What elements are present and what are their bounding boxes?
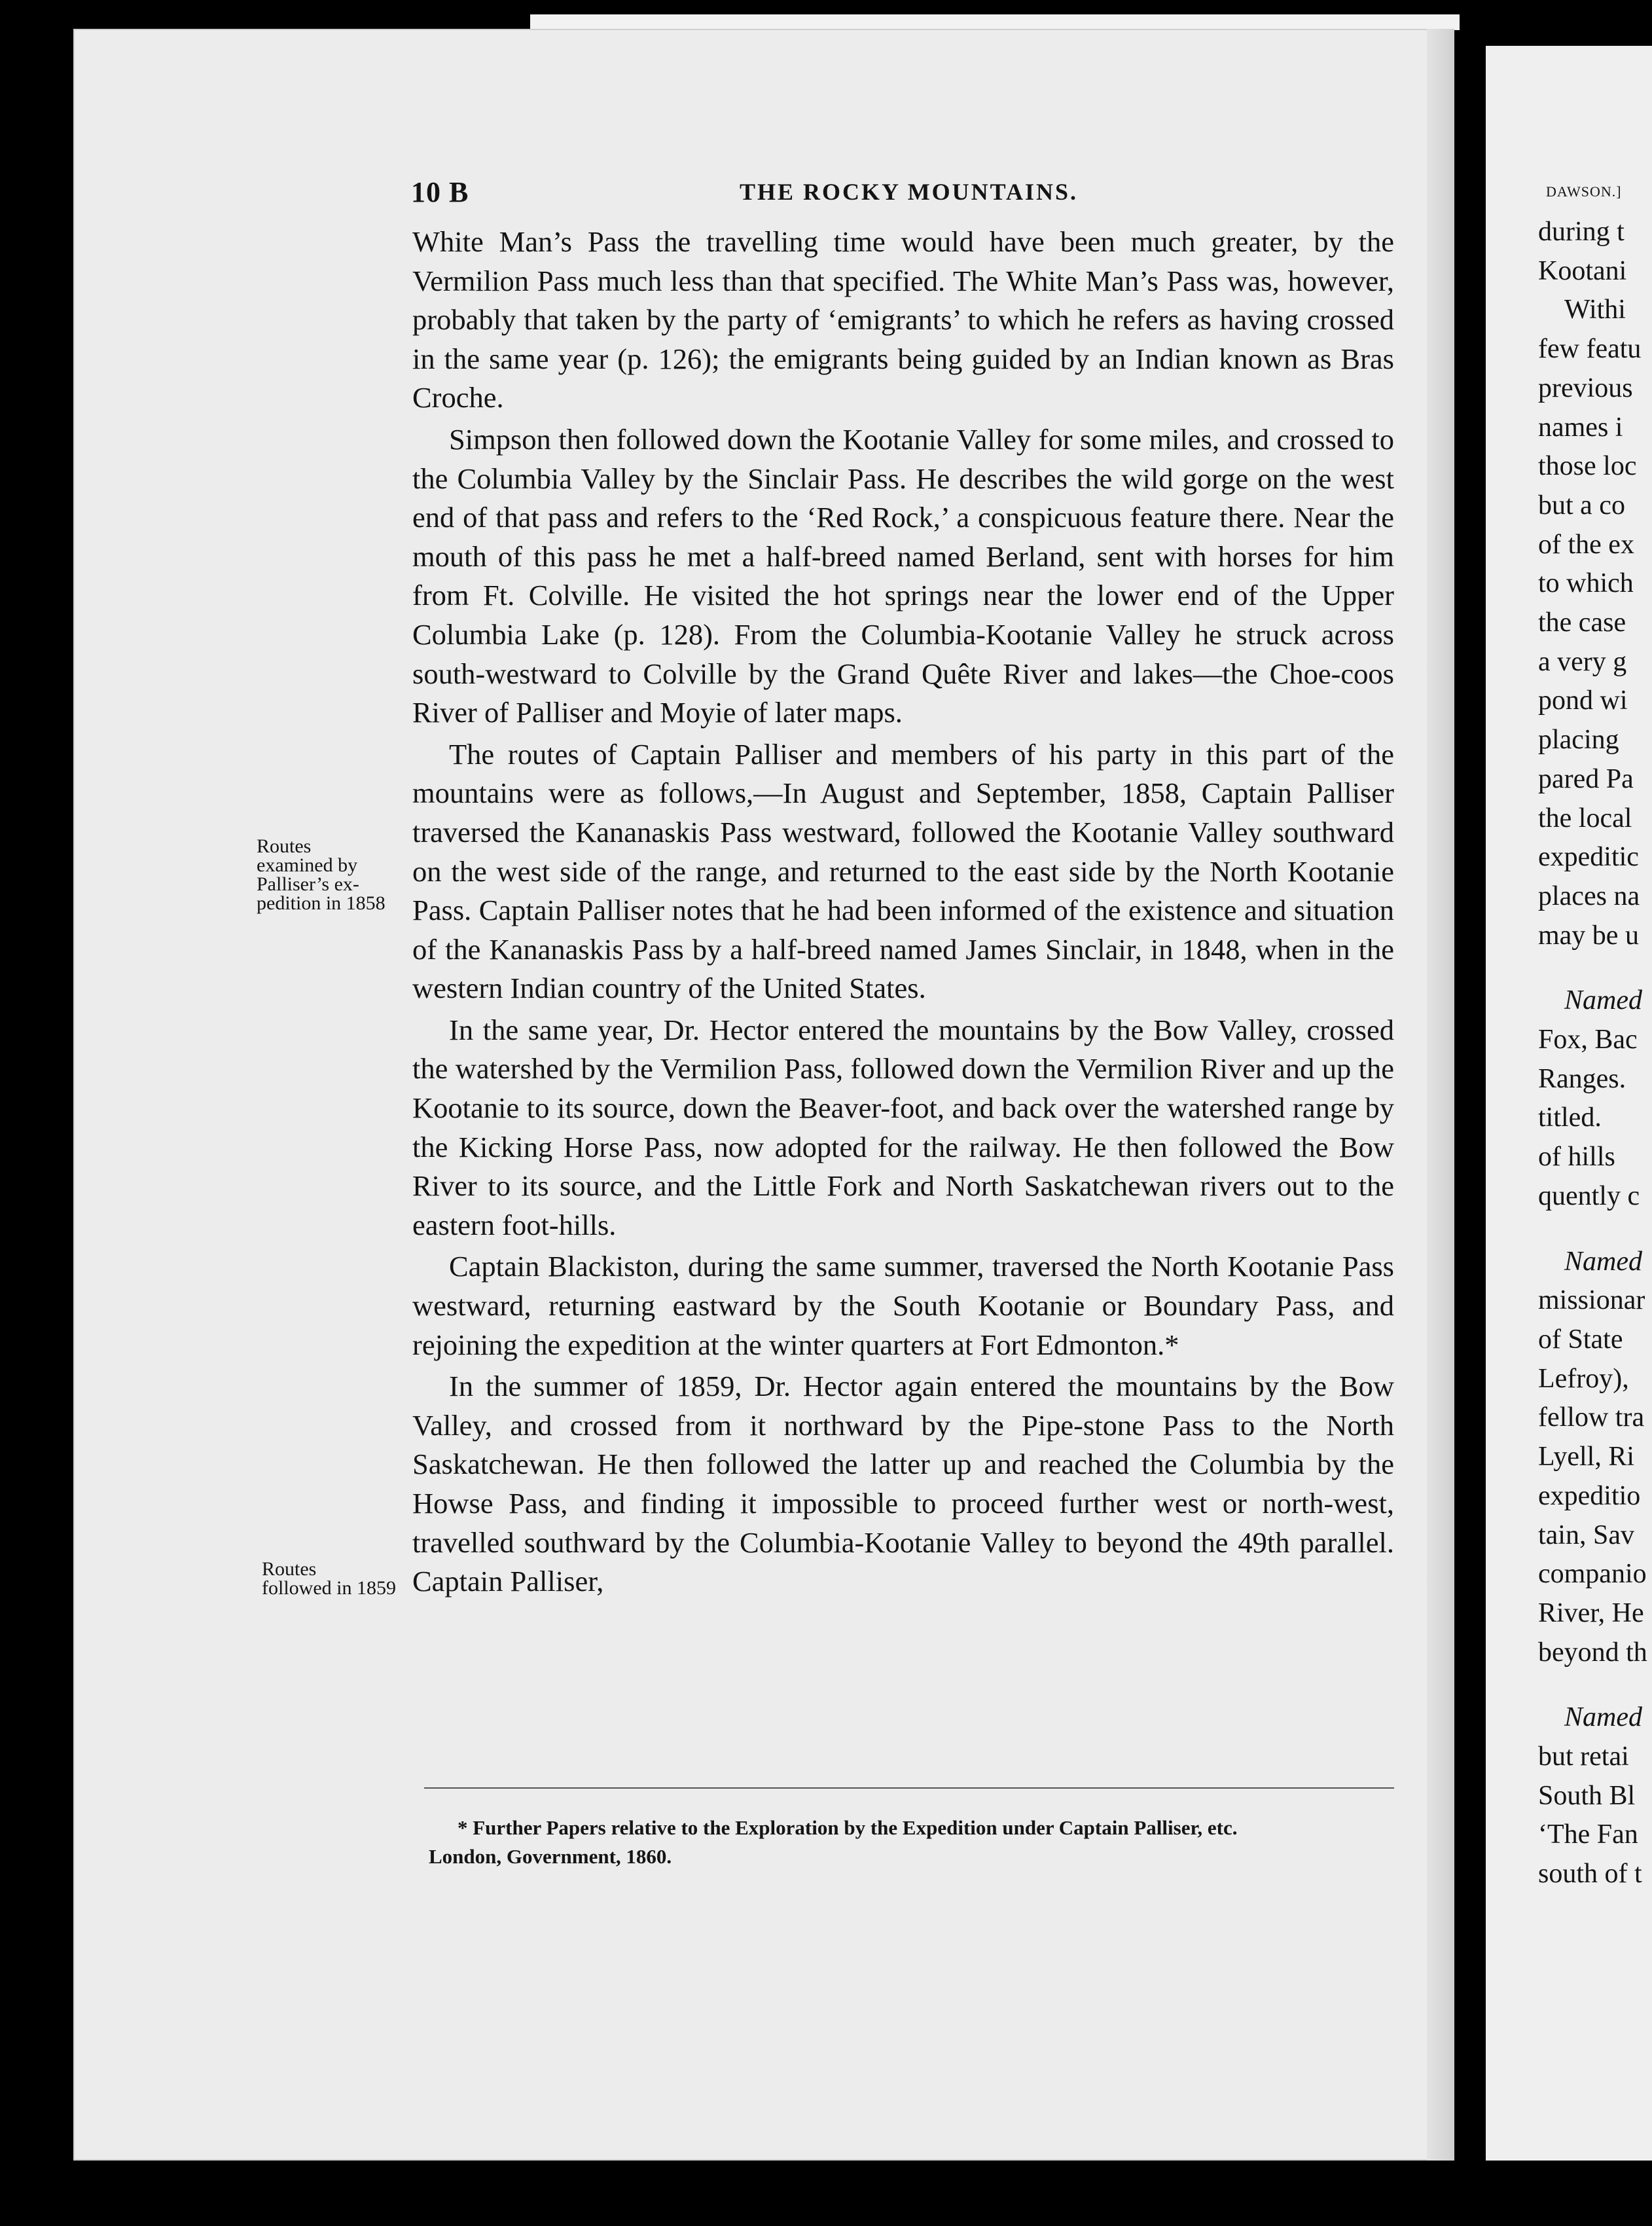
paragraph-3: The routes of Captain Palliser and members of his party in this part of the mountains were as follows,—In August and September, 1858, Captain Palliser traversed the Kananaskis Pass westward, followed the Kootanie Valley southward on the west side of the range, and returned to the east side by the North Kootanie Pass. Captain Palliser notes that he had been informed of the existence and situation of the Kananaskis Pass by a half-breed named James Sinclair, in 1848, when in the western Indian country of the United States. [412,737,1394,1005]
right-line: a very g [1538,646,1627,677]
right-line: names i [1538,412,1623,443]
right-line: pond wi [1538,685,1628,716]
right-line: but a co [1538,490,1625,520]
right-line: River, He [1538,1597,1644,1628]
right-line: of State [1538,1324,1623,1355]
right-line: Kootani [1538,255,1627,286]
right-line-gap [1538,1672,1647,1698]
right-line: tain, Sav [1538,1520,1634,1550]
margin-note-line: examined by [257,854,358,876]
paragraph-6: In the summer of 1859, Dr. Hector again entered the mountains by the Bow Valley, and crossed from it northward by the Pipe-stone Pass to the North Saskatchewan. He then followed the latter up and reached the Columbia by the Howse Pass, and finding it impossible to proceed further west or north-west, travelled southward by the Columbia-Kootanie Valley to beyond the 49th parallel. Captain Palliser, [412,1370,1394,1598]
right-page-fragment [1486,46,1652,2180]
right-line: Lefroy), [1538,1363,1629,1394]
right-line: the local [1538,803,1632,833]
margin-note-1858 [257,837,427,913]
right-line: Ranges. [1538,1063,1626,1094]
right-line: titled. [1538,1103,1602,1133]
right-line: the case [1538,608,1626,638]
right-line: Lyell, Ri [1538,1442,1634,1472]
right-line: of the ex [1538,529,1634,560]
margin-note-1859 [262,1560,432,1597]
right-page-header: DAWSON.] [1546,183,1622,200]
right-line [1538,981,1647,1021]
right-line-italic: Named [1564,985,1642,1016]
right-line: missionar [1538,1285,1645,1316]
right-line: companio [1538,1559,1647,1590]
right-line: beyond th [1538,1637,1647,1668]
right-page-lines [1538,213,1647,1894]
main-text-column [412,223,1394,1601]
right-line: may be u [1538,920,1639,951]
running-title: THE ROCKY MOUNTAINS. [740,179,1079,205]
right-line: to which [1538,568,1634,599]
margin-note-line: Routes [257,835,312,857]
right-line-italic: Named [1564,1702,1642,1733]
paragraph-1: White Man’s Pass the travelling time would have been much greater, by the Vermilion Pass much less than that specified. The White Man’s Pass was, however, probably that taken by the party of ‘emigrants’ to which he refers as having crossed in the same year (p. 126); the emigrants being guided by an Indian known as Bras Croche. [412,225,1394,414]
paragraph-5: Captain Blackiston, during the same summer, traversed the North Kootanie Pass westward, returning eastward by the South Kootanie or Boundary Pass, and rejoining the expedition at the winter quarters at Fort Edmonton.* [412,1250,1394,1361]
right-line-gap [1538,955,1647,981]
footnote [429,1814,1394,1871]
footnote-line-2: London, Government, 1860. [429,1845,672,1868]
right-line: during t [1538,217,1625,247]
margin-note-line: Palliser’s ex- [257,873,359,895]
margin-note-line: pedition in 1858 [257,892,386,914]
right-line: quently c [1538,1180,1640,1211]
right-line-gap [1538,1216,1647,1243]
right-line: Fox, Bac [1538,1025,1638,1055]
right-line: placing [1538,725,1619,756]
right-line: pared Pa [1538,763,1634,794]
right-line: previous [1538,373,1633,403]
right-line: places na [1538,881,1640,911]
page-number: 10 B [411,176,469,208]
right-line: south of t [1538,1859,1642,1889]
right-line: few featu [1538,334,1642,365]
right-line: but retai [1538,1742,1629,1772]
footnote-line-1: * Further Papers relative to the Exploration by the Expedition under Captain Palliser, etc. [458,1816,1238,1839]
right-line [1538,1243,1647,1282]
scanner-bottom-band [0,2161,1652,2226]
margin-note-line: followed in 1859 [262,1577,396,1599]
paragraph-2: Simpson then followed down the Kootanie Valley for some miles, and crossed to the Columbia Valley by the Sinclair Pass. He describes the wild gorge on the west end of that pass and refers to the ‘Red Rock,’ a conspicuous feature there. Near the mouth of this pass he met a half-breed named Berland, sent with horses for him from Ft. Colville. He visited the hot springs near the lower end of the Upper Columbia Lake (p. 128). From the Columbia-Kootanie Valley he struck across south-westward to Colville by the Grand Quête River and lakes—the Choe-coos River of Palliser and Moyie of later maps. [412,422,1394,729]
right-line: Withi [1564,295,1626,325]
margin-note-line: Routes [262,1558,317,1580]
footnote-rule [424,1787,1394,1789]
right-line: ‘The Fan [1538,1819,1638,1850]
right-line: expeditic [1538,842,1639,873]
scanner-top-band [530,14,1460,30]
right-line-italic: Named [1564,1246,1642,1277]
left-page-edge [1427,29,1454,2161]
right-line: expeditio [1538,1480,1641,1511]
paragraph-4: In the same year, Dr. Hector entered the mountains by the Bow Valley, crossed the watershed by the Vermilion Pass, followed down the Vermilion River and up the Kootanie to its source, down the Beaver-foot, and back over the watershed range by the Kicking Horse Pass, now adopted for the railway. He then followed the Bow River to its source, and the Little Fork and North Saskatchewan rivers out to the eastern foot-hills. [412,1013,1394,1241]
right-line [1538,1698,1647,1738]
right-line: South Bl [1538,1780,1636,1811]
right-line: those loc [1538,451,1637,482]
right-line: of hills [1538,1142,1615,1173]
right-line: fellow tra [1538,1402,1645,1433]
